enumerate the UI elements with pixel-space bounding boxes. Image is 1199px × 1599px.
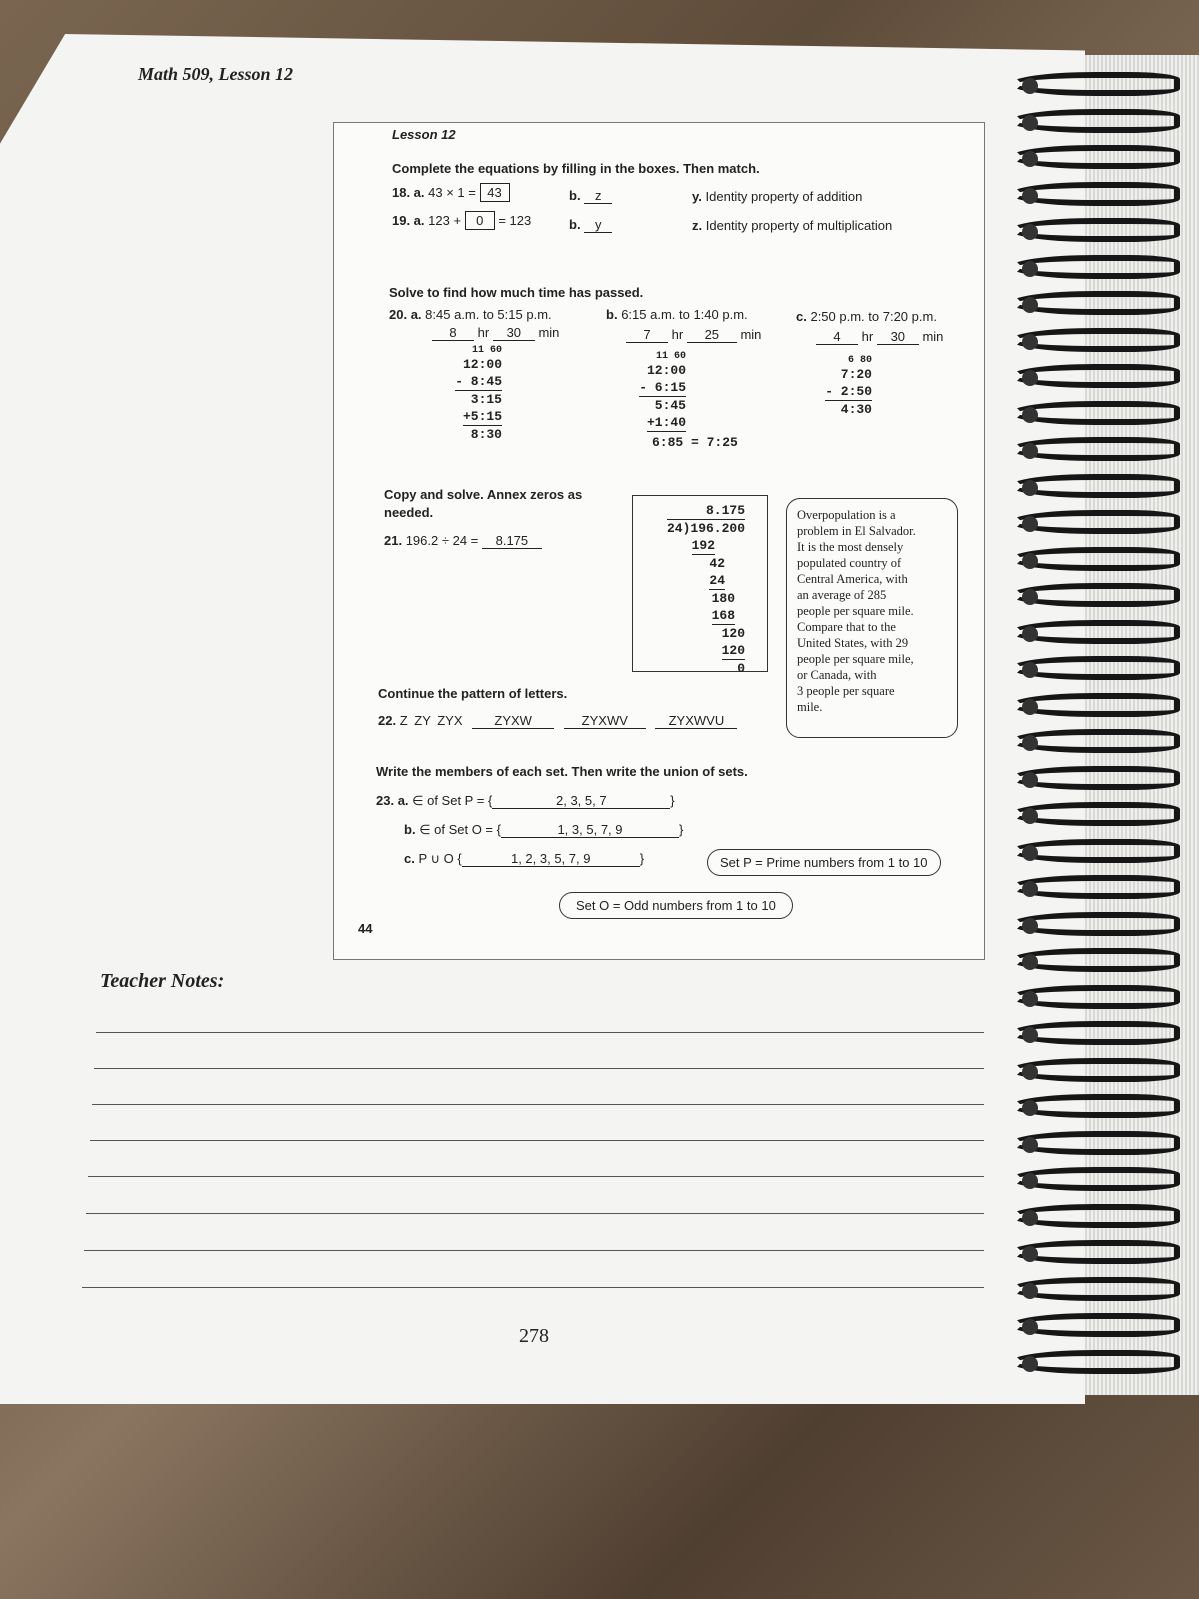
question-18: 18. a. 43 × 1 = 43	[392, 183, 510, 202]
binding-hole	[1022, 1100, 1038, 1116]
instructions-sets: Write the members of each set. Then write the union of sets.	[376, 764, 748, 779]
notes-line-3	[92, 1104, 984, 1105]
binding-hole	[1022, 954, 1038, 970]
binding-hole	[1022, 808, 1038, 824]
workbook-page	[333, 122, 985, 960]
answer-22-3: ZYXWVU	[655, 713, 737, 729]
binding-hole	[1022, 772, 1038, 788]
work-20a: 11 60 12:00 - 8:45 3:15 +5:15 8:30	[455, 345, 502, 442]
answer-22-2: ZYXWV	[564, 713, 646, 729]
binding-hole	[1022, 115, 1038, 131]
fact-sidebar-line: mile.	[797, 700, 823, 714]
workbook-page-number: 44	[358, 921, 373, 936]
notes-line-4	[90, 1140, 984, 1141]
instructions-time: Solve to find how much time has passed.	[389, 285, 644, 300]
fact-sidebar-line: Central America, with	[797, 572, 908, 586]
instructions-divide-2: needed.	[384, 505, 434, 520]
binding-hole	[1022, 589, 1038, 605]
notes-line-8	[82, 1287, 984, 1288]
binding-hole	[1022, 261, 1038, 277]
binding-hole	[1022, 1173, 1038, 1189]
binding-hole	[1022, 407, 1038, 423]
page-header: Math 509, Lesson 12	[138, 64, 294, 84]
binding-hole	[1022, 845, 1038, 861]
fact-sidebar-line: It is the most densely	[797, 540, 904, 554]
match-y: y. Identity property of addition	[692, 189, 863, 204]
binding-hole	[1022, 662, 1038, 678]
binding-hole	[1022, 78, 1038, 94]
binding-hole	[1022, 991, 1038, 1007]
binding-hole	[1022, 881, 1038, 897]
notes-line-1	[96, 1032, 984, 1033]
binding-hole	[1022, 334, 1038, 350]
binding-hole	[1022, 626, 1038, 642]
binding-hole	[1022, 480, 1038, 496]
binding-hole	[1022, 151, 1038, 167]
question-20b: b. 6:15 a.m. to 1:40 p.m.	[606, 307, 748, 322]
answer-23a: 2, 3, 5, 7	[492, 793, 670, 809]
page-footer-number: 278	[519, 1325, 549, 1347]
binding-hole	[1022, 699, 1038, 715]
question-21: 21. 196.2 ÷ 24 = 8.175	[384, 533, 542, 549]
question-19b: b. y	[569, 217, 612, 233]
notes-line-2	[94, 1068, 984, 1069]
answer-19b: y	[584, 217, 612, 233]
question-23a: 23. a. ∈ of Set P = { 2, 3, 5, 7 }	[376, 793, 675, 808]
fact-sidebar-line: populated country of	[797, 556, 902, 570]
work-20b: 11 60 12:00 - 6:15 5:45 +1:40	[639, 351, 686, 430]
fact-sidebar	[786, 498, 958, 738]
fact-sidebar-line: 3 people per square	[797, 684, 895, 698]
instructions-pattern: Continue the pattern of letters.	[378, 686, 568, 701]
binding-hole	[1022, 224, 1038, 240]
set-p-definition: Set P = Prime numbers from 1 to 10	[707, 849, 941, 876]
fact-sidebar-line: people per square mile,	[797, 652, 914, 666]
binding-hole	[1022, 1356, 1038, 1372]
binding-hole	[1022, 1137, 1038, 1153]
answer-box-19: 0	[465, 211, 495, 230]
binding-hole	[1022, 443, 1038, 459]
binding-hole	[1022, 918, 1038, 934]
binding-hole	[1022, 297, 1038, 313]
binding-hole	[1022, 188, 1038, 204]
binding-hole	[1022, 1210, 1038, 1226]
question-20a: 20. a. 8:45 a.m. to 5:15 p.m.	[389, 307, 552, 322]
binding-hole	[1022, 516, 1038, 532]
fact-sidebar-line: or Canada, with	[797, 668, 877, 682]
question-23c: c. P ∪ O { 1, 2, 3, 5, 7, 9 }	[404, 851, 645, 866]
fact-sidebar-line: Compare that to the	[797, 620, 896, 634]
question-20c: c. 2:50 p.m. to 7:20 p.m.	[796, 309, 937, 324]
answer-20c: 4 hr 30 min	[816, 329, 943, 345]
binding-hole	[1022, 1283, 1038, 1299]
fact-sidebar-line: people per square mile.	[797, 604, 914, 618]
binding-hole	[1022, 1027, 1038, 1043]
long-division: 8.175 24)196.200 192 42 24 180 168 120 120 0	[666, 503, 745, 676]
answer-22-1: ZYXW	[472, 713, 554, 729]
work-20c: 6 80 7:20 - 2:50 4:30	[825, 355, 872, 417]
question-19: 19. a. 123 + 0 = 123	[392, 213, 532, 228]
question-18b: b. z	[569, 188, 612, 204]
binding-hole	[1022, 370, 1038, 386]
teacher-notes-title: Teacher Notes:	[100, 970, 225, 992]
set-o-definition: Set O = Odd numbers from 1 to 10	[559, 892, 793, 919]
answer-21: 8.175	[482, 533, 542, 549]
answer-box-18: 43	[480, 183, 510, 202]
answer-20b: 7 hr 25 min	[626, 327, 761, 343]
work-20b-result: 6:85 = 7:25	[652, 435, 738, 450]
notes-line-6	[86, 1213, 984, 1214]
binding-hole	[1022, 1064, 1038, 1080]
lesson-title: Lesson 12	[392, 127, 456, 142]
binding-hole	[1022, 735, 1038, 751]
notes-line-7	[84, 1250, 984, 1251]
answer-23b: 1, 3, 5, 7, 9	[501, 822, 679, 838]
question-23b: b. ∈ of Set O = { 1, 3, 5, 7, 9 }	[404, 822, 684, 837]
fact-sidebar-line: Overpopulation is a	[797, 508, 896, 522]
match-z: z. Identity property of multiplication	[692, 218, 893, 233]
answer-18b: z	[584, 188, 612, 204]
notes-line-5	[88, 1176, 984, 1177]
binding-hole	[1022, 553, 1038, 569]
binding-hole	[1022, 1246, 1038, 1262]
fact-sidebar-line: problem in El Salvador.	[797, 524, 916, 538]
answer-20a: 8 hr 30 min	[432, 325, 559, 341]
binding-hole	[1022, 1319, 1038, 1335]
answer-23c: 1, 2, 3, 5, 7, 9	[462, 851, 640, 867]
instructions-equations: Complete the equations by filling in the boxes. Then match.	[392, 161, 760, 176]
division-work-box	[632, 495, 768, 676]
instructions-divide: Copy and solve. Annex zeros as	[384, 487, 583, 502]
fact-sidebar-line: United States, with 29	[797, 636, 909, 650]
question-22: 22. Z ZY ZYX ZYXW ZYXWV ZYXWVU	[378, 713, 737, 729]
fact-sidebar-line: an average of 285	[797, 588, 887, 602]
